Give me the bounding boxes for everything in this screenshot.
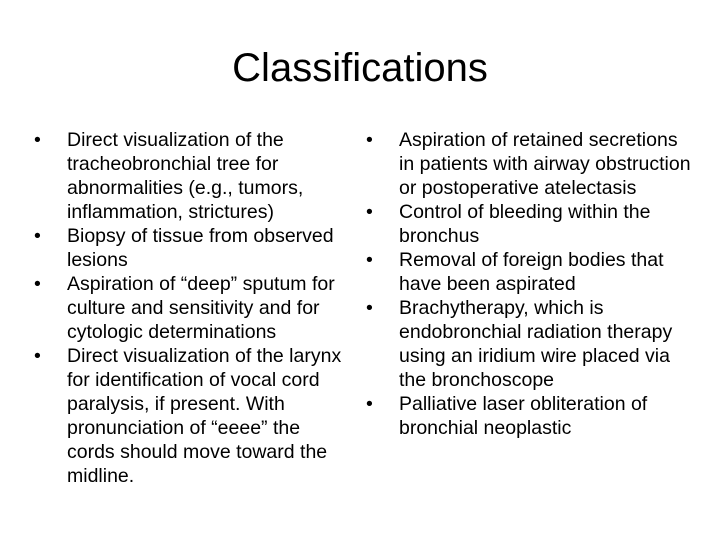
bullet-icon: • [34, 225, 41, 247]
bullet-icon: • [366, 129, 373, 151]
list-item [34, 344, 352, 488]
list-item [366, 392, 691, 440]
list-item-text: Removal of foreign bodies that have been aspirated [399, 249, 664, 295]
list-item-text: Direct visualization of the tracheobronchial tree for abnormalities (e.g., tumors, inflammation, strictures) [67, 129, 304, 223]
bullet-icon: • [34, 345, 41, 367]
list-item [34, 128, 352, 224]
right-bullet-list [366, 128, 691, 440]
list-item [366, 128, 691, 200]
list-item-text: Biopsy of tissue from observed lesions [67, 225, 334, 271]
bullet-icon: • [34, 273, 41, 295]
left-bullet-list [34, 128, 352, 488]
list-item-text: Aspiration of “deep” sputum for culture and sensitivity and for cytologic determinations [67, 273, 335, 343]
bullet-icon: • [366, 249, 373, 271]
list-item-text: Control of bleeding within the bronchus [399, 201, 651, 247]
list-item [366, 296, 691, 392]
bullet-icon: • [366, 297, 373, 319]
list-item [366, 248, 691, 296]
bullet-icon: • [366, 393, 373, 415]
list-item-text: Aspiration of retained secretions in patients with airway obstruction or postoperative atelectasis [399, 129, 691, 199]
list-item-text: Brachytherapy, which is endobronchial radiation therapy using an iridium wire placed via the bronchoscope [399, 297, 673, 391]
slide-title: Classifications [232, 46, 488, 90]
list-item [34, 272, 352, 344]
list-item [366, 200, 691, 248]
bullet-icon: • [366, 201, 373, 223]
bullet-icon: • [34, 129, 41, 151]
list-item-text: Direct visualization of the larynx for identification of vocal cord paralysis, if present. With pronunciation of “eeee” the cords should move toward the midline. [67, 345, 342, 487]
list-item [34, 224, 352, 272]
list-item-text: Palliative laser obliteration of bronchial neoplastic [399, 393, 648, 439]
